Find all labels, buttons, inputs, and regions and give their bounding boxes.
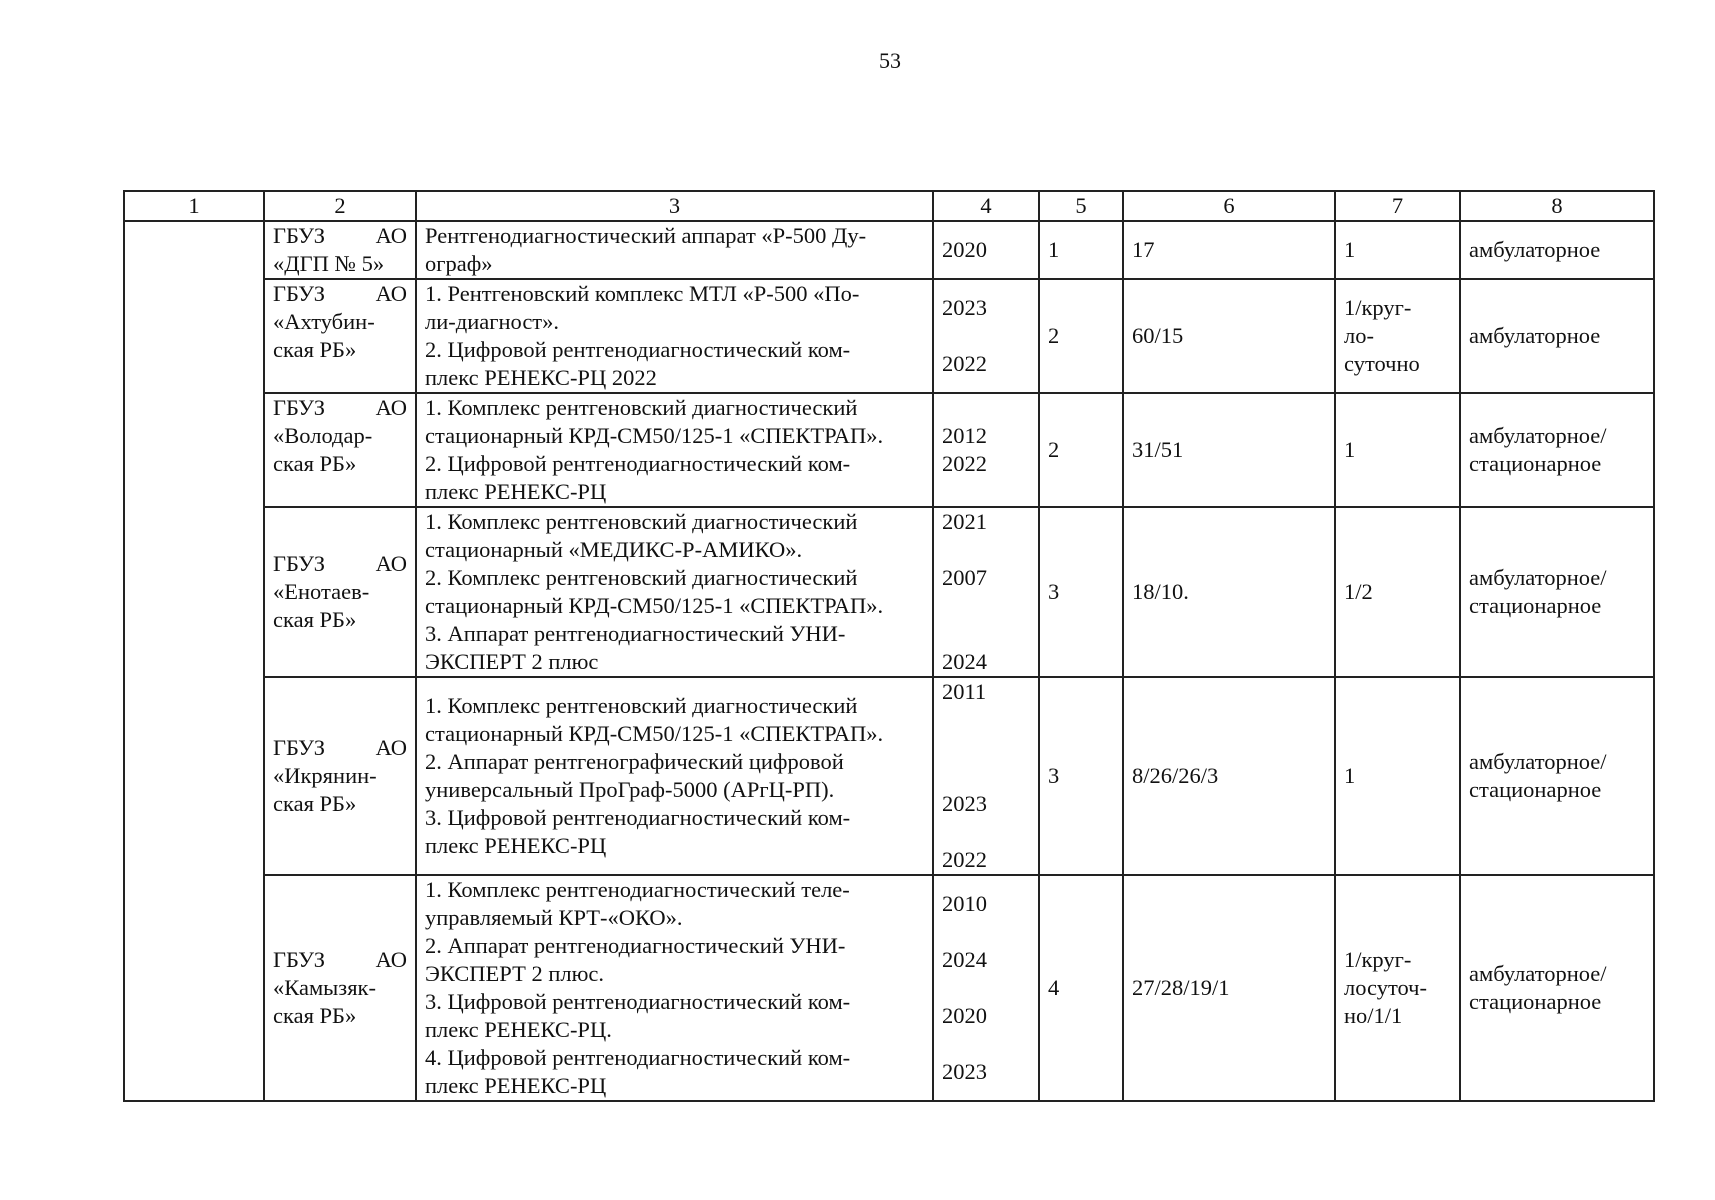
equipment-line: 4. Цифровой рентгенодиагностический ком- bbox=[425, 1045, 851, 1070]
unit-count-cell: 1 bbox=[1039, 221, 1123, 279]
organization-type: ГБУЗ bbox=[273, 395, 326, 420]
year-value: 2021 bbox=[942, 509, 987, 534]
equipment-line: 2. Аппарат рентгенодиагностический УНИ- bbox=[425, 933, 846, 958]
year-value: 2022 bbox=[942, 847, 987, 872]
year-cell bbox=[933, 279, 1039, 393]
organization-name-line: «Ахтубин- bbox=[273, 309, 375, 334]
care-mode-line: амбулаторное bbox=[1469, 323, 1601, 348]
care-mode-line: амбулаторное/ bbox=[1469, 961, 1607, 986]
header-cell: 1 bbox=[124, 191, 264, 221]
equipment-line: плекс РЕНЕКС-РЦ bbox=[425, 833, 607, 858]
header-cell: 5 bbox=[1039, 191, 1123, 221]
year-value bbox=[942, 734, 1030, 762]
equipment-line: 3. Цифровой рентгенодиагностический ком- bbox=[425, 805, 851, 830]
equipment-line: 3. Аппарат рентгенодиагностический УНИ- bbox=[425, 621, 846, 646]
year-value: 2023 bbox=[942, 295, 987, 320]
organization-cell bbox=[264, 279, 416, 393]
care-mode-line: стационарное bbox=[1469, 451, 1602, 476]
year-value: 2020 bbox=[942, 1003, 987, 1028]
organization-type: ГБУЗ bbox=[273, 947, 326, 972]
year-cell bbox=[933, 221, 1039, 279]
shift-line: 1/круг- bbox=[1344, 947, 1412, 972]
header-cell: 2 bbox=[264, 191, 416, 221]
equipment-line: стационарный КРД-СМ50/125-1 «СПЕКТРАП». bbox=[425, 423, 884, 448]
unit-count-cell: 4 bbox=[1039, 875, 1123, 1101]
care-mode-line: стационарное bbox=[1469, 777, 1602, 802]
equipment-line: плекс РЕНЕКС-РЦ. bbox=[425, 1017, 612, 1042]
equipment-line: 2. Цифровой рентгенодиагностический ком- bbox=[425, 337, 851, 362]
equipment-line: 2. Аппарат рентгенографический цифровой bbox=[425, 749, 844, 774]
year-value: 2022 bbox=[942, 451, 987, 476]
shift-cell bbox=[1335, 393, 1460, 507]
organization-name-line: «Икрянин- bbox=[273, 763, 377, 788]
equipment-line: стационарный КРД-СМ50/125-1 «СПЕКТРАП». bbox=[425, 593, 884, 618]
table-row bbox=[124, 221, 1654, 279]
table-row bbox=[124, 677, 1654, 875]
care-mode-cell bbox=[1460, 221, 1654, 279]
year-cell bbox=[933, 677, 1039, 875]
header-cell: 3 bbox=[416, 191, 933, 221]
shift-line: суточно bbox=[1344, 351, 1420, 376]
shift-line: ло- bbox=[1344, 323, 1374, 348]
equipment-line: плекс РЕНЕКС-РЦ bbox=[425, 1073, 607, 1098]
equipment-line: стационарный КРД-СМ50/125-1 «СПЕКТРАП». bbox=[425, 721, 884, 746]
care-mode-line: стационарное bbox=[1469, 989, 1602, 1014]
shift-line: 1 bbox=[1344, 237, 1356, 262]
organization-region: АО bbox=[375, 551, 407, 576]
header-cell: 7 bbox=[1335, 191, 1460, 221]
shift-line: лосуточ- bbox=[1344, 975, 1427, 1000]
care-mode-cell bbox=[1460, 677, 1654, 875]
header-cell: 6 bbox=[1123, 191, 1335, 221]
year-value: 2020 bbox=[942, 237, 987, 262]
equipment-line: 3. Цифровой рентгенодиагностический ком- bbox=[425, 989, 851, 1014]
equipment-line: управляемый КРТ-«ОКО». bbox=[425, 905, 683, 930]
header-cell: 4 bbox=[933, 191, 1039, 221]
year-value bbox=[942, 762, 1030, 790]
shift-line: 1/круг- bbox=[1344, 295, 1412, 320]
organization-type: ГБУЗ bbox=[273, 281, 326, 306]
year-value bbox=[942, 706, 1030, 734]
year-cell bbox=[933, 507, 1039, 677]
care-mode-cell bbox=[1460, 279, 1654, 393]
workload-cell: 18/10. bbox=[1123, 507, 1335, 677]
workload-cell: 8/26/26/3 bbox=[1123, 677, 1335, 875]
equipment-cell bbox=[416, 393, 933, 507]
year-value bbox=[942, 536, 1030, 564]
row-number-cell bbox=[124, 221, 264, 1101]
organization-cell bbox=[264, 677, 416, 875]
organization-name-line: ская РБ» bbox=[273, 791, 357, 816]
year-value: 2023 bbox=[942, 1059, 987, 1084]
year-value bbox=[942, 974, 1030, 1002]
organization-name-line: ская РБ» bbox=[273, 1003, 357, 1028]
shift-cell bbox=[1335, 221, 1460, 279]
equipment-cell bbox=[416, 279, 933, 393]
workload-cell: 60/15 bbox=[1123, 279, 1335, 393]
organization-name-line bbox=[273, 550, 407, 578]
organization-region: АО bbox=[375, 947, 407, 972]
organization-type: ГБУЗ bbox=[273, 735, 326, 760]
page-number: 53 bbox=[879, 48, 901, 73]
organization-region: АО bbox=[375, 281, 407, 306]
header-cell: 8 bbox=[1460, 191, 1654, 221]
care-mode-line: стационарное bbox=[1469, 593, 1602, 618]
shift-cell bbox=[1335, 279, 1460, 393]
workload-cell: 17 bbox=[1123, 221, 1335, 279]
shift-cell bbox=[1335, 677, 1460, 875]
year-value: 2022 bbox=[942, 351, 987, 376]
equipment-line: Рентгенодиагностический аппарат «Р-500 Ду- bbox=[425, 223, 867, 248]
organization-name-line bbox=[273, 280, 407, 308]
organization-name-line: «ДГП № 5» bbox=[273, 251, 385, 276]
organization-name-line: ская РБ» bbox=[273, 607, 357, 632]
care-mode-cell bbox=[1460, 507, 1654, 677]
equipment-line: плекс РЕНЕКС-РЦ 2022 bbox=[425, 365, 657, 390]
year-value: 2023 bbox=[942, 791, 987, 816]
equipment-line: 1. Рентгеновский комплекс МТЛ «Р-500 «По- bbox=[425, 281, 860, 306]
organization-region: АО bbox=[375, 395, 407, 420]
care-mode-line: амбулаторное/ bbox=[1469, 749, 1607, 774]
equipment-line: ли-диагност». bbox=[425, 309, 560, 334]
equipment-line: 1. Комплекс рентгеновский диагностический bbox=[425, 509, 858, 534]
year-value: 2012 bbox=[942, 423, 987, 448]
organization-name-line: «Енотаев- bbox=[273, 579, 370, 604]
year-value: 2010 bbox=[942, 891, 987, 916]
organization-name-line: ская РБ» bbox=[273, 337, 357, 362]
year-value bbox=[942, 918, 1030, 946]
unit-count-cell: 2 bbox=[1039, 279, 1123, 393]
table-body bbox=[124, 221, 1654, 1101]
table-row bbox=[124, 393, 1654, 507]
workload-cell: 27/28/19/1 bbox=[1123, 875, 1335, 1101]
equipment-cell bbox=[416, 507, 933, 677]
equipment-cell bbox=[416, 677, 933, 875]
shift-line: 1 bbox=[1344, 437, 1356, 462]
organization-name-line bbox=[273, 394, 407, 422]
table-row bbox=[124, 507, 1654, 677]
unit-count-cell: 3 bbox=[1039, 507, 1123, 677]
year-value: 2011 bbox=[942, 679, 987, 704]
organization-region: АО bbox=[375, 735, 407, 760]
unit-count-cell: 2 bbox=[1039, 393, 1123, 507]
organization-cell bbox=[264, 221, 416, 279]
shift-cell bbox=[1335, 875, 1460, 1101]
year-value: 2024 bbox=[942, 649, 987, 674]
organization-cell bbox=[264, 393, 416, 507]
shift-line: но/1/1 bbox=[1344, 1003, 1403, 1028]
workload-cell: 31/51 bbox=[1123, 393, 1335, 507]
year-value bbox=[942, 322, 1030, 350]
equipment-line: 1. Комплекс рентгеновский диагностический bbox=[425, 693, 858, 718]
equipment-line: стационарный «МЕДИКС-Р-АМИКО». bbox=[425, 537, 803, 562]
organization-name-line bbox=[273, 946, 407, 974]
organization-cell bbox=[264, 507, 416, 677]
equipment-line: 1. Комплекс рентгеновский диагностический bbox=[425, 395, 858, 420]
shift-line: 1 bbox=[1344, 763, 1356, 788]
table-row bbox=[124, 279, 1654, 393]
year-cell bbox=[933, 875, 1039, 1101]
shift-line: 1/2 bbox=[1344, 579, 1373, 604]
table-row bbox=[124, 875, 1654, 1101]
header-row bbox=[124, 191, 1654, 221]
year-value bbox=[942, 818, 1030, 846]
equipment-line: 1. Комплекс рентгенодиагностический теле- bbox=[425, 877, 850, 902]
care-mode-line: амбулаторное bbox=[1469, 237, 1601, 262]
care-mode-cell bbox=[1460, 393, 1654, 507]
care-mode-line: амбулаторное/ bbox=[1469, 423, 1607, 448]
organization-name-line: ская РБ» bbox=[273, 451, 357, 476]
equipment-line: 2. Цифровой рентгенодиагностический ком- bbox=[425, 451, 851, 476]
organization-cell bbox=[264, 875, 416, 1101]
organization-name-line: «Володар- bbox=[273, 423, 373, 448]
organization-name-line bbox=[273, 222, 407, 250]
unit-count-cell: 3 bbox=[1039, 677, 1123, 875]
organization-name-line bbox=[273, 734, 407, 762]
year-cell bbox=[933, 393, 1039, 507]
organization-region: АО bbox=[375, 223, 407, 248]
equipment-line: плекс РЕНЕКС-РЦ bbox=[425, 479, 607, 504]
year-value bbox=[942, 592, 1030, 620]
care-mode-cell bbox=[1460, 875, 1654, 1101]
organization-type: ГБУЗ bbox=[273, 223, 326, 248]
year-value bbox=[942, 620, 1030, 648]
year-value: 2024 bbox=[942, 947, 987, 972]
equipment-line: 2. Комплекс рентгеновский диагностический bbox=[425, 565, 858, 590]
equipment-cell bbox=[416, 221, 933, 279]
organization-name-line: «Камызяк- bbox=[273, 975, 376, 1000]
equipment-line: ограф» bbox=[425, 251, 493, 276]
care-mode-line: амбулаторное/ bbox=[1469, 565, 1607, 590]
shift-cell bbox=[1335, 507, 1460, 677]
equipment-table bbox=[123, 190, 1655, 1102]
organization-type: ГБУЗ bbox=[273, 551, 326, 576]
equipment-line: ЭКСПЕРТ 2 плюс. bbox=[425, 961, 605, 986]
equipment-line: ЭКСПЕРТ 2 плюс bbox=[425, 649, 599, 674]
equipment-cell bbox=[416, 875, 933, 1101]
equipment-line: универсальный ПроГраф-5000 (АРгЦ-РП). bbox=[425, 777, 835, 802]
year-value: 2007 bbox=[942, 565, 987, 590]
year-value bbox=[942, 1030, 1030, 1058]
